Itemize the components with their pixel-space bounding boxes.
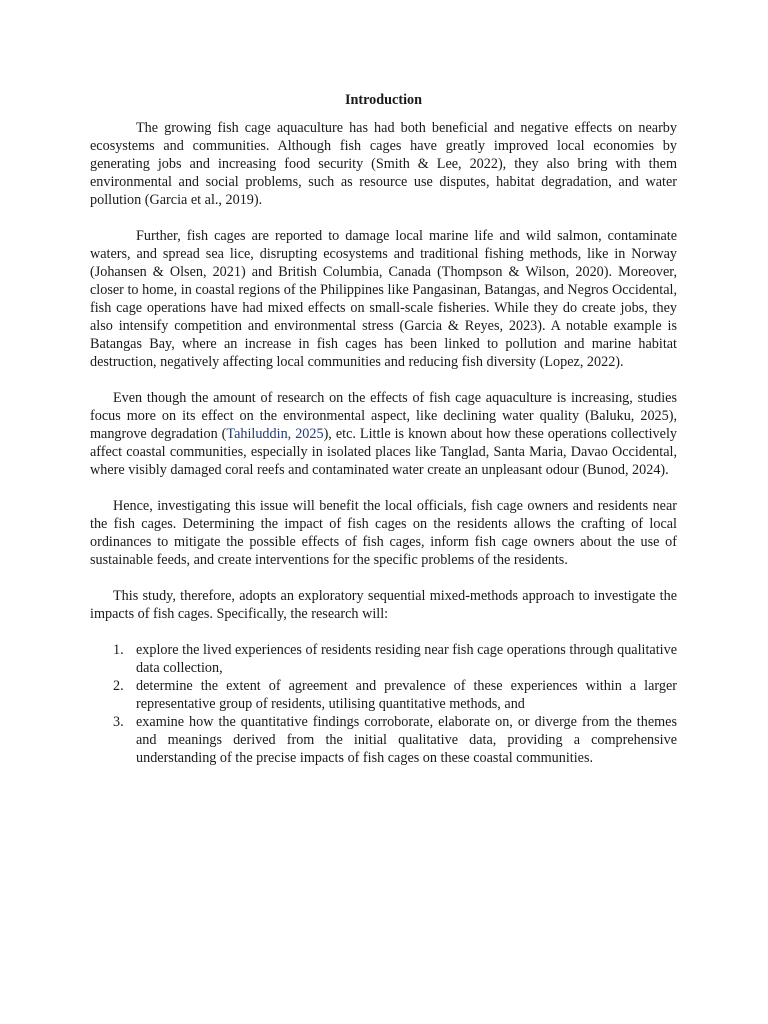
document-page: [90, 91, 677, 767]
paragraph-2: Further, fish cages are reported to damage local marine life and wild salmon, contaminate waters, and spread sea lice, disrupting ecosystems and traditional fishing methods, like in Norway (Johansen & Olsen, 2021) and British Columbia, Canada (Thompson & Wilson, 2020). Moreover, closer to home, in coastal regions of the Philippines like Pangasinan, Batangas, and Negros Occidental, fish cage operations have had mixed effects on small-scale fisheries. While they do create jobs, they also intensify competition and environmental stress (Garcia & Reyes, 2023). A notable example is Batangas Bay, where an increase in fish cages has been linked to pollution and marine habitat destruction, negatively affecting local communities and reducing fish diversity (Lopez, 2022).: [90, 228, 677, 370]
list-item-number: 3.: [113, 714, 124, 730]
list-item-number: 2.: [113, 678, 124, 694]
paragraph-1: The growing fish cage aquaculture has had both beneficial and negative effects on nearby ecosystems and communities. Although fish cages have greatly improved local economies by generating jobs and increasing food security (Smith & Lee, 2022), they also bring with them environmental and social problems, such as resource use disputes, habitat degradation, and water pollution (Garcia et al., 2019).: [90, 120, 677, 208]
paragraph-3-text-before: Even though the amount of research on the effects of fish cage aquaculture is increasing, studies focus more on its effect on the environmental aspect, like declining water quality (Baluku, 2025), mangrove degradation (: [90, 390, 677, 442]
list-item-number: 1.: [113, 642, 124, 658]
paragraph-4: Hence, investigating this issue will benefit the local officials, fish cage owners and residents near the fish cages. Determining the impact of fish cages on the residents allows the crafting of local ordinances to mitigate the possible effects of fish cages, inform fish cage owners about the use of sustainable feeds, and create interventions for the specific problems of the residents.: [90, 498, 677, 568]
paragraph-3: [90, 389, 677, 479]
paragraph-5: This study, therefore, adopts an exploratory sequential mixed-methods approach to investigate the impacts of fish cages. Specifically, the research will:: [90, 588, 677, 622]
list-item: [90, 641, 677, 677]
objectives-list: [90, 641, 677, 767]
list-item-text: examine how the quantitative findings corroborate, elaborate on, or diverge from the themes and meanings derived from the initial qualitative data, providing a comprehensive understanding of the precise impacts of fish cages on these coastal communities.: [136, 714, 677, 766]
list-item-text: explore the lived experiences of residents residing near fish cage operations through qualitative data collection,: [136, 642, 677, 676]
citation-link-tahiluddin[interactable]: Tahiluddin, 2025: [226, 426, 324, 442]
section-heading: Introduction: [345, 92, 422, 108]
list-item-text: determine the extent of agreement and prevalence of these experiences within a larger representative group of residents, utilising quantitative methods, and: [136, 678, 677, 712]
paragraph-3-text-after: ), etc. Little is known about how these operations collectively affect coastal communities, especially in isolated places like Tanglad, Santa Maria, Davao Occidental, where visibly damaged coral reefs and contaminated water create an unpleasant odour (Bunod, 2024).: [90, 426, 677, 478]
list-item: [90, 677, 677, 713]
list-item: [90, 713, 677, 767]
